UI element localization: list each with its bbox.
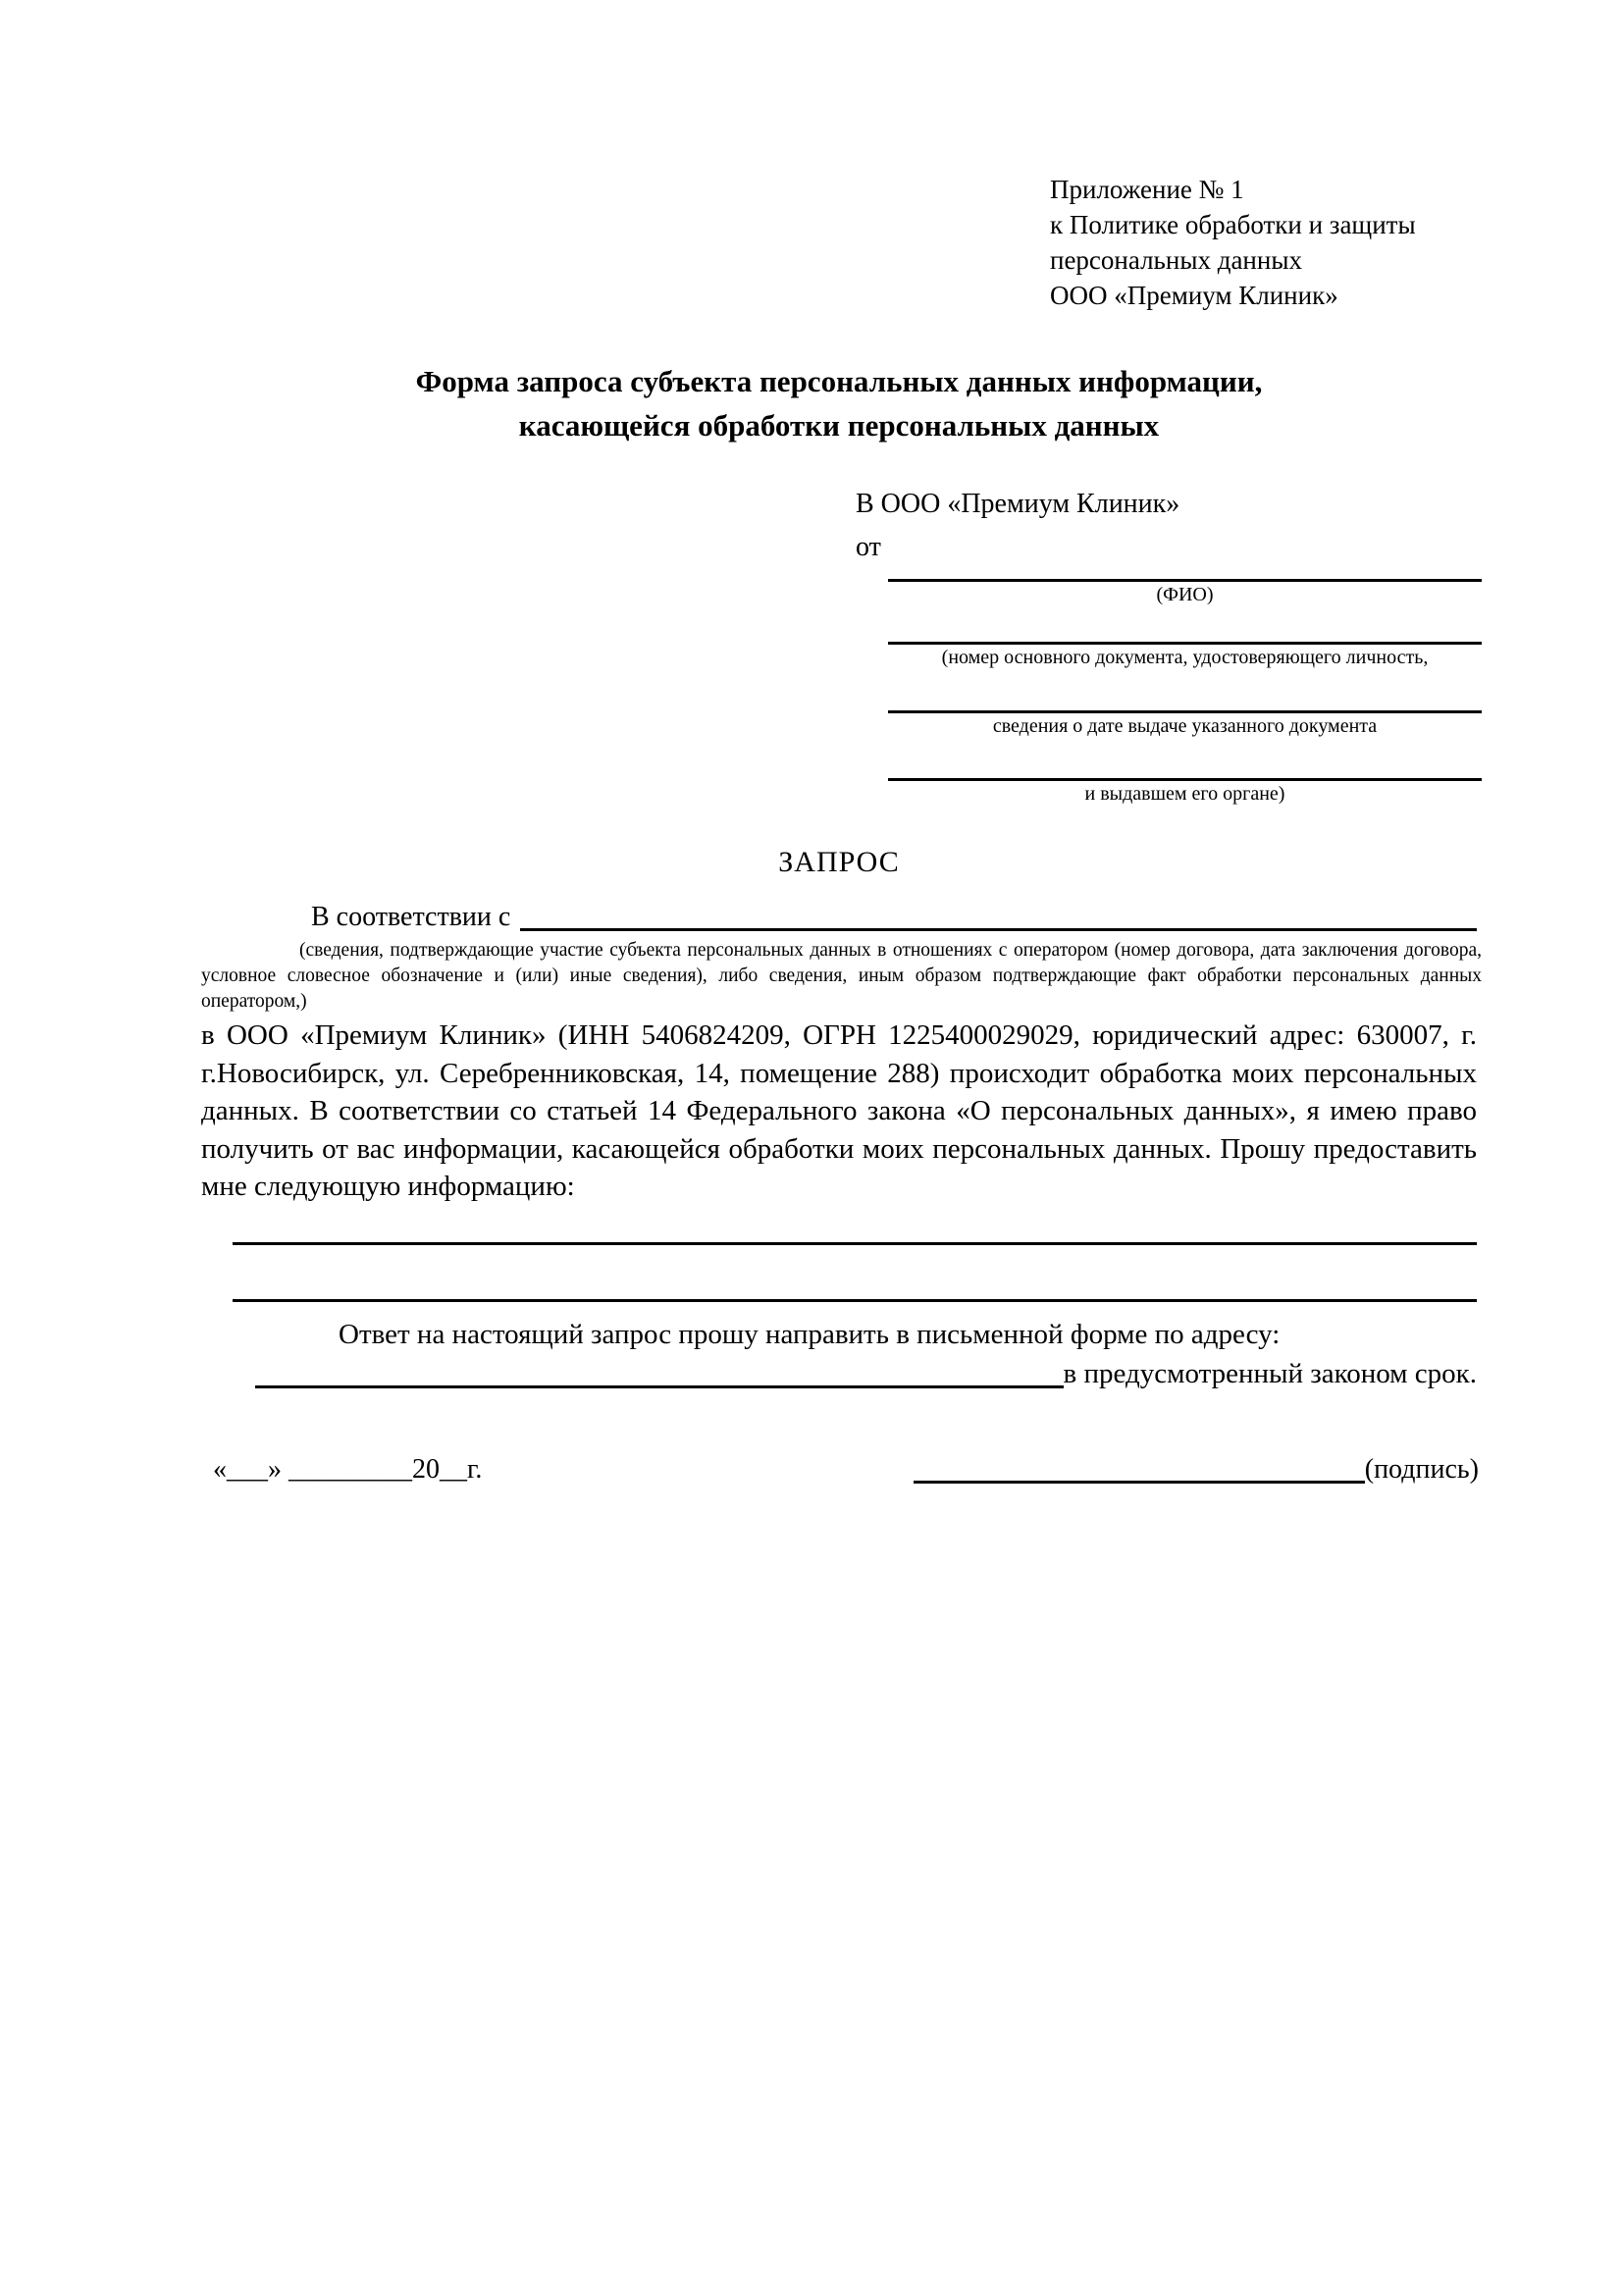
accordance-blank-line [520, 928, 1477, 931]
appendix-line: персональных данных [1050, 245, 1302, 275]
accordance-row [201, 899, 1477, 936]
fio-caption: (ФИО) [1156, 584, 1214, 605]
issuer-field [856, 778, 1482, 807]
address-blank-line [255, 1385, 1064, 1388]
doc-number-caption: (номер основного документа, удостоверяющего личность, [941, 647, 1429, 668]
signature-blank-line [914, 1481, 1365, 1484]
appendix-block [1050, 172, 1501, 313]
note-text: (сведения, подтверждающие участие субъекта персональных данных в отношениях с оператором (номер договора, дата заключения договора, условное словесное обозначение и (или) иные сведения), либо сведения, иным образом подтверждающие факт обработки персональных данных оператором,) [201, 940, 1482, 1012]
addressee-company: В ООО «Премиум Клиник» [856, 489, 1180, 519]
info-blank-line-1 [233, 1242, 1477, 1245]
reply-suffix: в предусмотренный законом срок. [1063, 1358, 1477, 1389]
issue-date-field [856, 710, 1482, 739]
reply-address-row [201, 1354, 1477, 1393]
addressee-block [856, 483, 1482, 807]
signature-caption: (подпись) [1364, 1454, 1479, 1485]
doc-number-field [856, 642, 1482, 670]
appendix-line: Приложение № 1 [1050, 175, 1244, 204]
reply-sentence: Ответ на настоящий запрос прошу направить в письменной форме по адресу: [339, 1319, 1281, 1350]
issuer-caption: и выдавшем его органе) [1084, 783, 1285, 805]
reply-paragraph [201, 1315, 1477, 1393]
from-label: от [856, 532, 881, 562]
request-heading: ЗАПРОС [778, 846, 900, 878]
form-title-line-2: касающейся обработки персональных данных [518, 408, 1160, 443]
body-paragraph: в ООО «Премиум Клиник» (ИНН 5406824209, ОГРН 1225400029029, юридический адрес: 630007, г. г.Новосибирск, ул. Серебренниковская, 14, помещение 288) происходит обработка моих персональных данных. В соответствии со статьей 14 Федерального закона «О персональных данных», я имею право получить от вас информации, касающейся обработки моих персональных данных. Прошу предоставить мне следующую информацию: [201, 1019, 1477, 1203]
appendix-line: к Политике обработки и защиты [1050, 210, 1416, 239]
issue-date-caption: сведения о дате выдаче указанного документа [992, 715, 1378, 737]
fio-field [856, 579, 1482, 607]
form-title [201, 359, 1477, 447]
info-blank-line-2 [233, 1299, 1477, 1302]
accordance-prefix: В соответствии с [311, 902, 511, 932]
date-field: «___» _________20__г. [213, 1454, 483, 1485]
signature-block [914, 1450, 1479, 1489]
appendix-line: ООО «Премиум Клиник» [1050, 281, 1338, 310]
footer-row [213, 1450, 1479, 1489]
form-title-line-1: Форма запроса субъекта персональных данных информации, [415, 364, 1263, 398]
